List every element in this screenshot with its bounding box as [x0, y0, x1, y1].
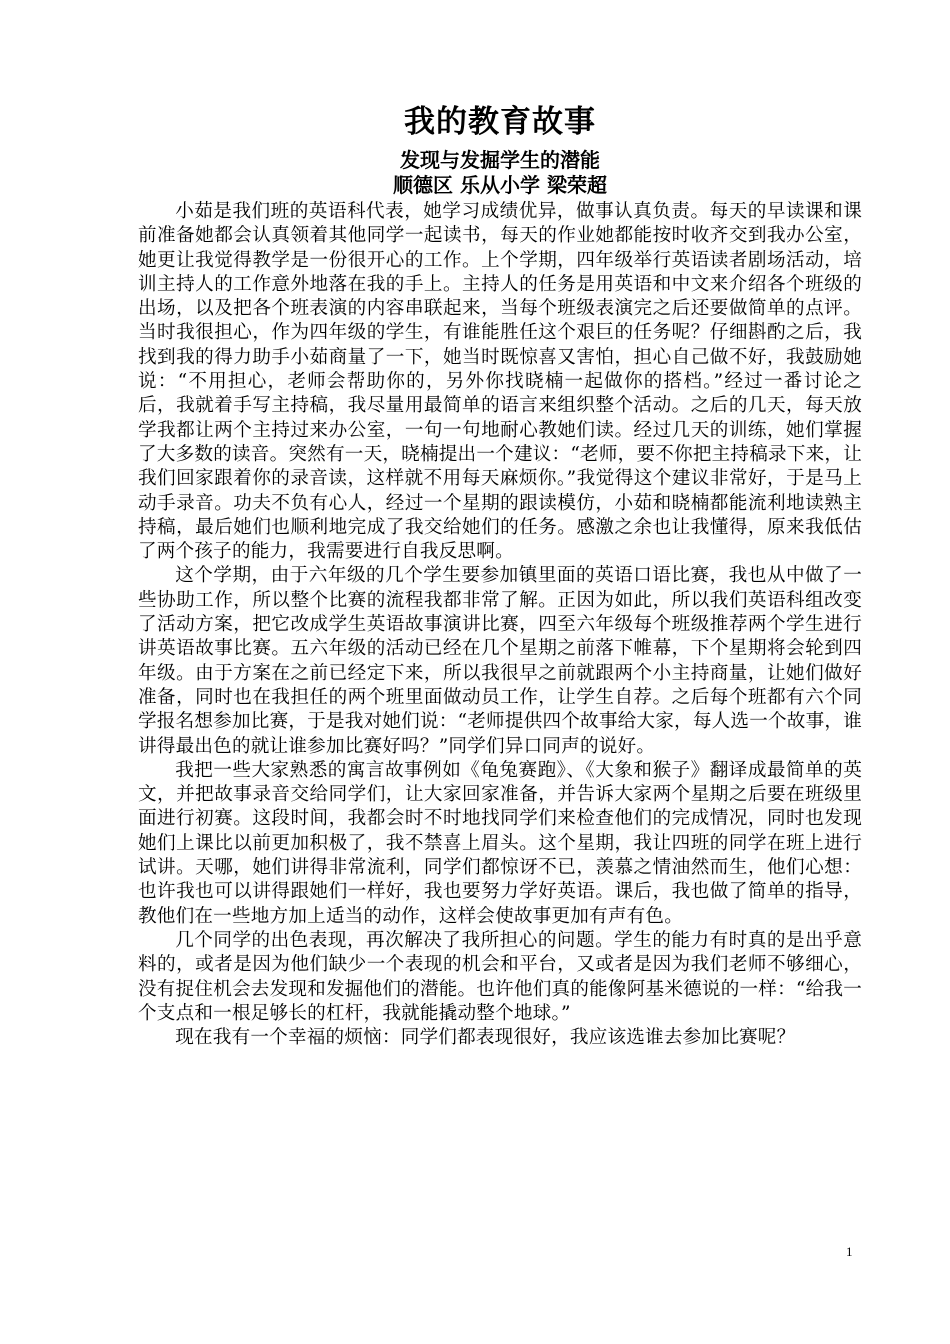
page-number: 1 [846, 1244, 853, 1259]
document-page [138, 100, 862, 1050]
document-subtitle: 发现与发掘学生的潜能 [400, 148, 600, 172]
document-title: 我的教育故事 [404, 104, 596, 140]
paragraph-4: 几个同学的出色表现，再次解决了我所担心的问题。学生的能力有时真的是出乎意料的，或者是因为他们缺少一个表现的机会和平台，又或者是因为我们老师不够细心，没有捉住机会去发现和发掘他们的潜能。也许他们真的能像阿基米德说的一样：“给我一个支点和一根足够长的杠杆，我就能撬动整个地球。” [138, 929, 862, 1024]
paragraph-3: 我把一些大家熟悉的寓言故事例如《龟兔赛跑》、《大象和猴子》翻译成最简单的英文，并把故事录音交给同学们，让大家回家准备，并告诉大家两个星期之后要在班级里面进行初赛。这段时间，我都会时不时地找同学们来检查他们的完成情况，同时也发现她们上课比以前更加积极了，我不禁喜上眉头。这个星期，我让四班的同学在班上进行试讲。天哪，她们讲得非常流利，同学们都惊讶不已，羡慕之情油然而生，他们心想：也许我也可以讲得跟她们一样好，我也要努力学好英语。课后，我也做了简单的指导，教他们在一些地方加上适当的动作，这样会使故事更加有声有色。 [138, 759, 862, 927]
author-line: 顺德区 乐从小学 梁荣超 [393, 173, 607, 197]
paragraph-2: 这个学期，由于六年级的几个学生要参加镇里面的英语口语比赛，我也从中做了一些协助工作，所以整个比赛的流程我都非常了解。正因为如此，所以我们英语科组改变了活动方案，把它改成学生英语故事演讲比赛，四至六年级每个班级推荐两个学生进行讲英语故事比赛。五六年级的活动已经在几个星期之前落下帷幕，下个星期将会轮到四年级。由于方案在之前已经定下来，所以我很早之前就跟两个小主持商量，让她们做好准备，同时也在我担任的两个班里面做动员工作，让学生自荐。之后每个班都有六个同学报名想参加比赛，于是我对她们说：“老师提供四个故事给大家，每人选一个故事，谁讲得最出色的就让谁参加比赛好吗？”同学们异口同声的说好。 [138, 565, 862, 757]
document-body [138, 200, 862, 1050]
paragraph-5: 现在我有一个幸福的烦恼：同学们都表现很好，我应该选谁去参加比赛呢？ [175, 1027, 796, 1049]
paragraph-1: 小茹是我们班的英语科代表，她学习成绩优异，做事认真负责。每天的早读课和课前准备她都会认真领着其他同学一起读书，每天的作业她都能按时收齐交到我办公室，她更让我觉得教学是一份很开心的工作。上个学期，四年级举行英语读者剧场活动，培训主持人的工作意外地落在我的手上。主持人的任务是用英语和中文来介绍各个班级的出场，以及把各个班表演的内容串联起来，当每个班级表演完之后还要做简单的点评。当时我很担心，作为四年级的学生，有谁能胜任这个艰巨的任务呢？仔细斟酌之后，我找到我的得力助手小茹商量了一下，她当时既惊喜又害怕，担心自己做不好，我鼓励她说：“不用担心，老师会帮助你的，另外你找晓楠一起做你的搭档。”经过一番讨论之后，我就着手写主持稿，我尽量用最简单的语言来组织整个活动。之后的几天，每天放学我都让两个主持过来办公室，一句一句地耐心教她们读。经过几天的训练，她们掌握了大多数的读音。突然有一天，晓楠提出一个建议：“老师，要不你把主持稿录下来，让我们回家跟着你的录音读，这样就不用每天麻烦你。”我觉得这个建议非常好，于是马上动手录音。功夫不负有心人，经过一个星期的跟读模仿，小茹和晓楠都能流利地读熟主持稿，最后她们也顺利地完成了我交给她们的任务。感激之余也让我懂得，原来我低估了两个孩子的能力，我需要进行自我反思啊。 [138, 201, 862, 563]
